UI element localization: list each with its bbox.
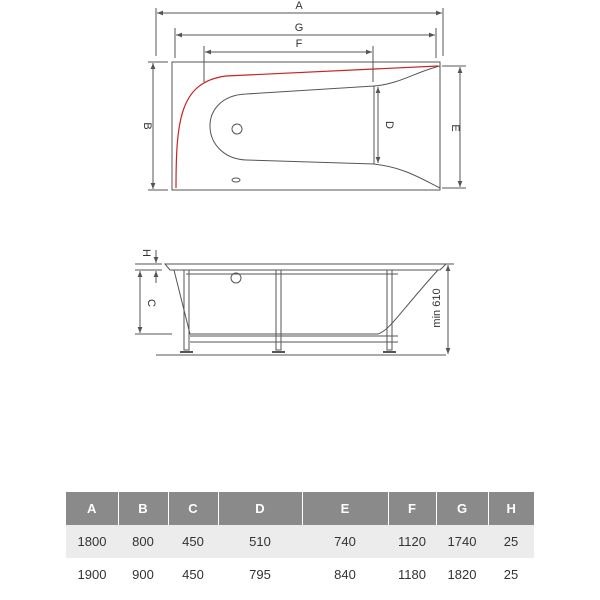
side-view [135,250,454,355]
table-cell: 740 [302,525,388,558]
header-a: A [66,492,118,525]
drain-circle [232,124,242,134]
header-d: D [218,492,302,525]
label-a: A [295,0,303,12]
table-row [66,558,534,591]
table-header-row [66,492,534,525]
label-b: B [141,122,153,130]
label-g: G [294,22,304,34]
table-row [66,525,534,558]
table-cell: 1180 [388,558,436,591]
table-cell: 450 [168,558,218,591]
table-cell: 900 [118,558,168,591]
header-e: E [302,492,388,525]
label-h: H [140,249,152,257]
table-cell: 795 [218,558,302,591]
table-cell: 1900 [66,558,118,591]
table-cell: 1800 [66,525,118,558]
top-view-outline [172,62,440,190]
overflow-slot [232,178,240,182]
table-cell: 450 [168,525,218,558]
table-cell: 1740 [436,525,488,558]
header-f: F [388,492,436,525]
table-cell: 25 [488,558,534,591]
table-cell: 840 [302,558,388,591]
frame-leg-3 [387,270,392,350]
label-min-height: min 610 [431,288,443,328]
header-g: G [436,492,488,525]
header-b: B [118,492,168,525]
dimensions-table [66,492,534,591]
table-cell: 1120 [388,525,436,558]
top-view [148,8,466,190]
label-d: D [383,121,395,129]
label-c: C [145,299,157,307]
top-view-right-curve-bottom [374,164,440,188]
label-f: F [295,38,303,50]
frame-leg-2 [276,270,281,350]
side-view-rim [165,264,446,270]
table-cell: 1820 [436,558,488,591]
frame-leg-1 [184,270,189,350]
label-e: E [449,124,461,132]
header-c: C [168,492,218,525]
table-cell: 800 [118,525,168,558]
table-cell: 510 [218,525,302,558]
header-h: H [488,492,534,525]
table-cell: 25 [488,525,534,558]
side-view-body [174,270,438,334]
